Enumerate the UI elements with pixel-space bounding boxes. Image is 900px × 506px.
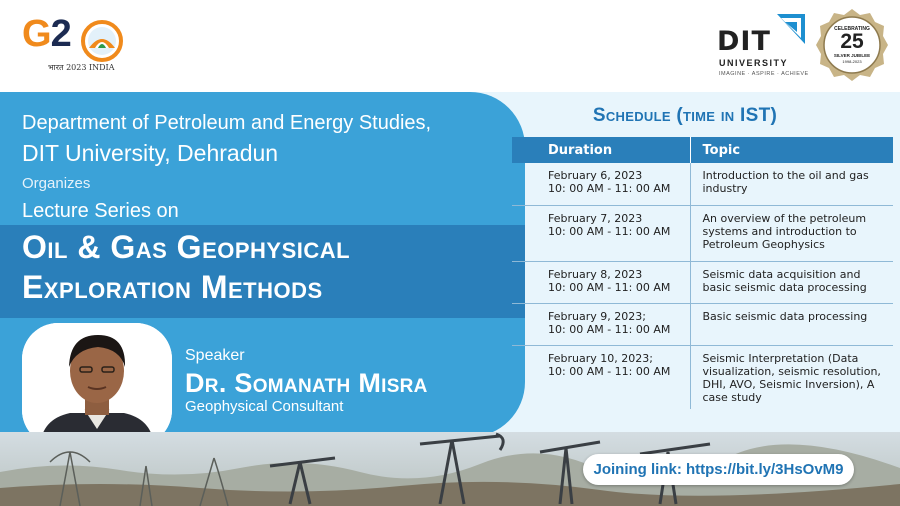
duration-cell	[512, 205, 690, 261]
table-row	[512, 303, 893, 345]
date: February 6, 2023	[548, 169, 643, 182]
duration-cell	[512, 345, 690, 409]
dit-wordmark: DIT	[717, 26, 771, 57]
table-row	[512, 345, 893, 409]
joining-link-button[interactable]: Joining link: https://bit.ly/3HsOvM9	[583, 454, 854, 485]
topic-cell: Introduction to the oil and gas industry	[690, 163, 893, 205]
duration-cell	[512, 261, 690, 303]
jubilee-celebrating: CELEBRATING	[834, 26, 870, 32]
table-header-row	[512, 137, 893, 163]
university-name: DIT University, Dehradun	[22, 140, 279, 166]
silver-jubilee-badge	[815, 8, 889, 82]
date: February 9, 2023;	[548, 309, 646, 323]
organizes-label: Organizes	[22, 175, 91, 192]
g20-subtitle: भारत 2023 INDIA	[48, 63, 115, 72]
gear-icon	[771, 14, 805, 50]
speaker-name: Dr. Somanath Misra	[185, 368, 428, 398]
time: 10: 00 AM - 11: 00 AM	[548, 224, 671, 238]
series-label: Lecture Series on	[22, 200, 179, 222]
jubilee-years: 25	[840, 30, 864, 53]
speaker-photo	[22, 323, 172, 446]
g20-wordmark: G2	[22, 13, 71, 55]
speaker-role: Geophysical Consultant	[185, 398, 344, 415]
dit-tagline: IMAGINE · ASPIRE · ACHIEVE	[719, 71, 809, 77]
lecture-title-line1: Oil & Gas Geophysical	[22, 229, 351, 265]
column-header-topic: Topic	[690, 137, 893, 163]
lecture-title-line2: Exploration Methods	[22, 269, 323, 305]
speaker-label: Speaker	[185, 347, 245, 364]
lotus-globe-icon	[79, 18, 125, 64]
department-name: Department of Petroleum and Energy Studies,	[22, 112, 432, 134]
jubilee-range: 1998-2023	[842, 59, 862, 64]
table-row	[512, 205, 893, 261]
table-row	[512, 163, 893, 205]
duration-cell	[512, 163, 690, 205]
column-header-duration: Duration	[512, 137, 690, 163]
dit-university-text: UNIVERSITY	[719, 58, 789, 68]
date: February 7, 2023	[548, 211, 643, 225]
date: February 8, 2023	[548, 267, 643, 281]
topic-cell: An overview of the petroleum systems and introduction to Petroleum Geophysics	[690, 205, 893, 261]
topic-cell: Seismic data acquisition and basic seismic data processing	[690, 261, 893, 303]
time: 10: 00 AM - 11: 00 AM	[548, 364, 671, 378]
jubilee-label: SILVER JUBILEE	[833, 53, 871, 58]
schedule-heading: Schedule (time in IST)	[592, 105, 778, 126]
schedule-table	[512, 137, 893, 409]
date: February 10, 2023;	[548, 351, 653, 365]
time: 10: 00 AM - 11: 00 AM	[548, 280, 671, 294]
speaker-portrait-icon	[22, 323, 172, 446]
topic-cell: Seismic Interpretation (Data visualization, seismic resolution, DHI, AVO, Seismic Inversion), A case study	[690, 345, 893, 409]
time: 10: 00 AM - 11: 00 AM	[548, 322, 671, 336]
duration-cell	[512, 303, 690, 345]
time: 10: 00 AM - 11: 00 AM	[548, 182, 671, 195]
table-row	[512, 261, 893, 303]
g20-logo	[22, 14, 132, 72]
dit-university-logo	[713, 14, 809, 84]
topic-cell: Basic seismic data processing	[690, 303, 893, 345]
